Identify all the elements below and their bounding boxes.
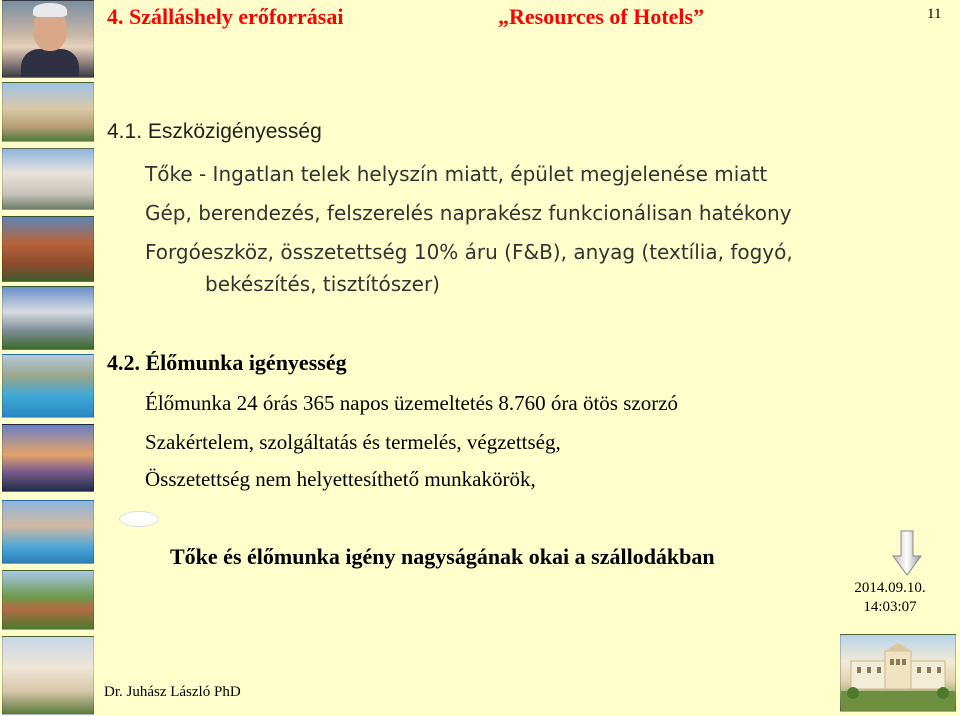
hotel-photo (2, 148, 94, 210)
hotel-photo (2, 286, 94, 350)
bullet-line: Összetettség nem helyettesíthető munkakörök, (145, 467, 536, 491)
date-time-stamp (845, 579, 935, 617)
slide-title-english: „Resources of Hotels” (498, 4, 705, 29)
summary-statement: Tőke és élőmunka igény nagyságának okai a szállodákban (170, 544, 715, 569)
author-name: Dr. Juhász László PhD (104, 684, 241, 700)
bullet-line: Szakértelem, szolgáltatás és termelés, végzettség, (145, 430, 561, 454)
author-portrait (2, 0, 94, 78)
page-number: 11 (927, 6, 942, 22)
pool-photo (2, 354, 94, 418)
section-heading: 4.1. Eszközigényesség (107, 120, 322, 143)
palace-photo-bottom-right (840, 634, 956, 712)
date-text: 2014.09.10. (854, 580, 926, 596)
bullet-line: Forgóeszköz, összetettség 10% áru (F&B), anyag (textília, fogyó, (145, 240, 793, 264)
hotel-photo (2, 82, 94, 142)
down-arrow-icon[interactable] (892, 530, 922, 576)
palace-photo (2, 636, 94, 715)
bullet-line-continuation: bekészítés, tisztítószer) (205, 272, 440, 296)
time-text: 14:03:07 (863, 599, 917, 615)
bullet-line: Gép, berendezés, felszerelés naprakész funkcionálisan hatékony (145, 201, 792, 225)
photo-strip (0, 0, 95, 715)
resort-photo (2, 500, 94, 564)
section-heading: 4.2. Élőmunka igényesség (107, 350, 347, 375)
hotel-photo (2, 216, 94, 282)
bullet-line: Tőke - Ingatlan telek helyszín miatt, épület megjelenése miatt (145, 162, 768, 186)
bullet-line: Élőmunka 24 órás 365 napos üzemeltetés 8.760 óra ötös szorzó (145, 391, 679, 415)
castle-photo (2, 570, 94, 630)
cloud-shape (119, 511, 159, 527)
city-night-photo (2, 424, 94, 492)
slide-title: 4. Szálláshely erőforrásai (107, 4, 344, 29)
